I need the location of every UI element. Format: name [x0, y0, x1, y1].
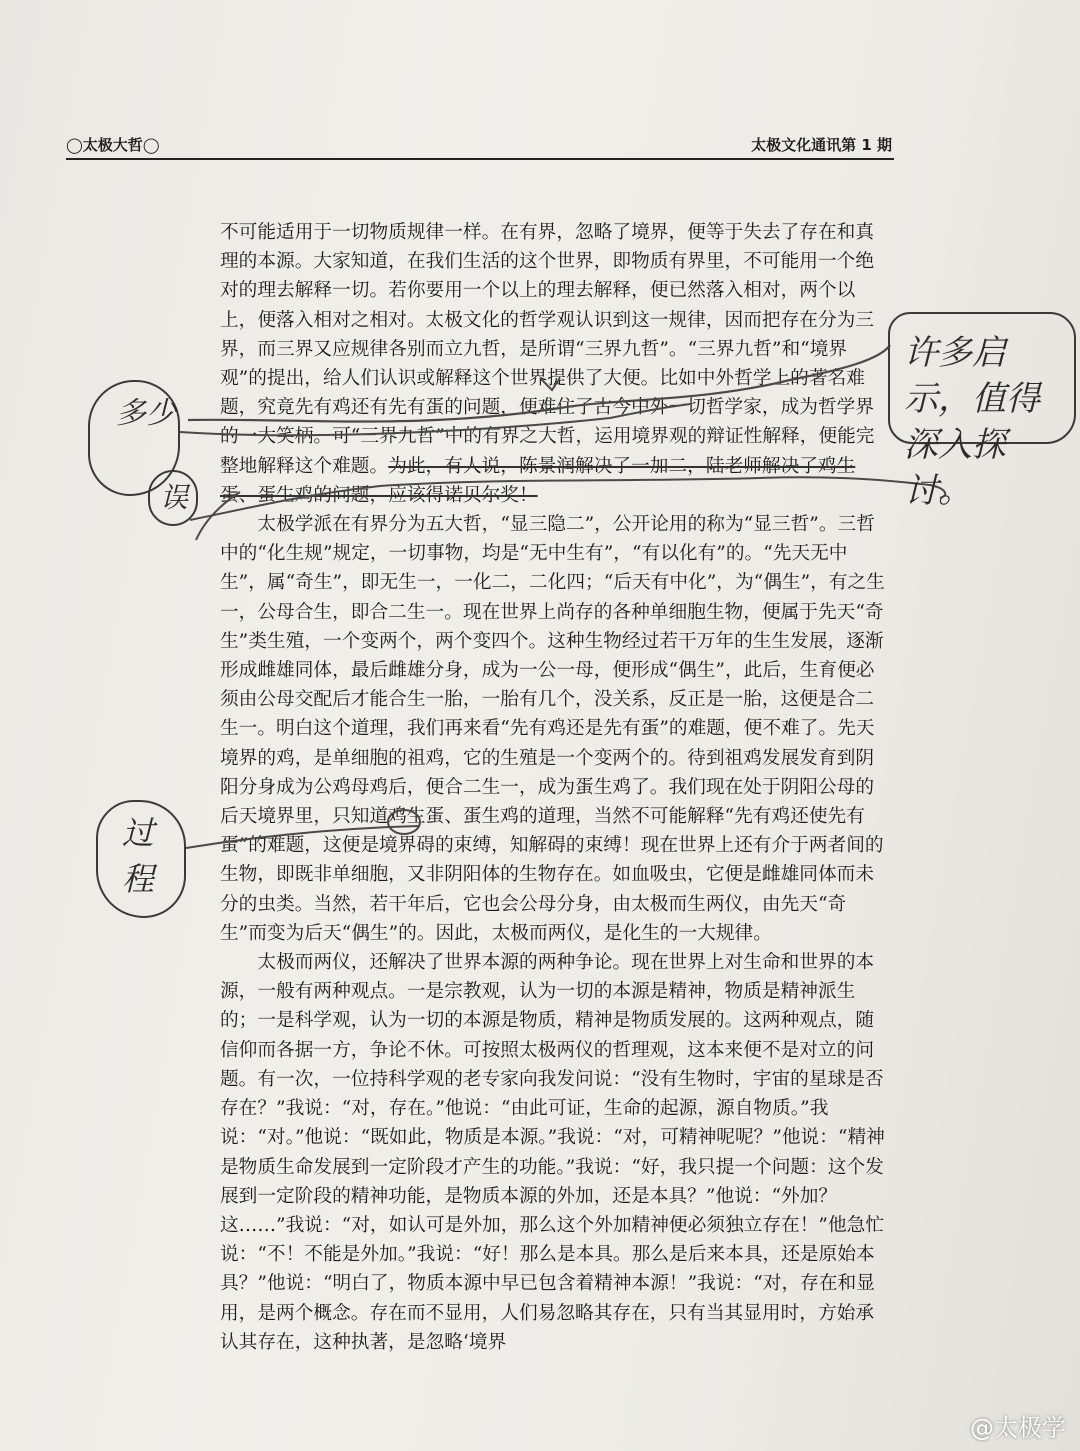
watermark: @太极学 [970, 1414, 1066, 1442]
pencil-strike-wave [190, 477, 945, 520]
margin-note-right: 许多启示，值得深入探讨。 [888, 312, 1076, 444]
pencil-underline-1 [188, 345, 890, 422]
margin-note-left-2: 误 [148, 470, 198, 526]
header-column-title: ◯太极大哲◯ [66, 136, 160, 154]
paragraph-3-text: 太极而两仪，还解决了世界本源的两种争论。现在世界上对生命和世界的本源，一般有两种观点。一是宗教观，认为一切的本源是精神，物质是精神派生的；一是科学观，认为一切的本源是物质，精神是物质发展的。这两种观点，随信仰而各据一方，争论不休。可按照太极两仪的哲理观，这本来便不是对立的问题。有一次，一位持科学观的老专家向我发问说：“没有生物时，宇宙的星球是否存在？”我说：“对，存在。”他说：“由此可证，生命的起源，源自物质。”我说：“对。”他说：“既如此，物质是本源。”我说：“对，可精神呢呢？”他说：“精神是物质生命发展到一定阶段才产生的功能。”我说：“好，我只提一个问题：这个发展到一定阶段的精神功能，是物质本源的外加，还是本具？”他说：“外加？这……”我说：“对，如认可是外加，那么这个外加精神便必须独立存在！”他急忙说：“不！不能是外加。”我说：“好！那么是本具。那么是后来本具，还是原始本具？”他说：“明白了，物质本源中早已包含着精神本源！”我说：“对，存在和显用，是两个概念。存在而不显用，人们易忽略其存在，只有当其显用时，方始承认其存在，这种执著，是忽略‘境界 [220, 952, 885, 1353]
margin-note-left-3: 过程 [96, 800, 186, 918]
struck-sentence: 为此，有人说，陈景润解决了一加二，陆老师解决了鸡生蛋、蛋生鸡的问题，应该得诺贝尔奖！ [220, 455, 856, 506]
margin-note-left-1: 多少 [88, 380, 180, 496]
header-issue-title: 太极文化通讯第 1 期 [751, 136, 892, 154]
pencil-caret [540, 378, 560, 390]
paragraph-2-text: 太极学派在有界分为五大哲，“显三隐二”，公开论用的称为“显三哲”。三哲中的“化生规”规定，一切事物，均是“无中生有”，“有以化有”的。“先天无中生”，属“奇生”，即无生一，一化二，二化四；“后天有中化”，为“偶生”，有之生一，公母合生，即合二生一。现在世界上尚存的各种单细胞生物，便属于先天“奇生”类生殖，一个变两个，两个变四个。这种生物经过若干万年的生生发展，逐渐形成雌雄同体，最后雌雄分身，成为一公一母，便形成“偶生”，此后，生育便必须由公母交配后才能合生一胎，一胎有几个，没关系，反正是一胎，这便是合二生一。明白这个道理，我们再来看“先有鸡还是先有蛋”的难题，便不难了。先天境界的鸡，是单细胞的祖鸡，它的生殖是一个变两个的。待到祖鸡发展发育到阴阳分身成为公鸡母鸡后，便合二生一，成为蛋生鸡了。我们现在处于阴阳公母的后天境界里，只知道鸡生蛋、蛋生鸡的道理，当然不可能解释“先有鸡还使先有蛋”的难题，这便是境界碍的束缚，知解碍的束缚！现在世界上还有介于两者间的生物，即既非单细胞，又非阴阳体的生物存在。如血吸虫，它便是雌雄同体而未分的虫类。当然，若干年后，它也会公母分身，由太极而生两仪，由先天“奇生”而变为后天“偶生”的。因此，太极而两仪，是化生的一大规律。 [220, 514, 885, 944]
pencil-circle-dao [388, 810, 420, 834]
pencil-underline-3 [186, 826, 420, 848]
paragraph-1-text: 不可能适用于一切物质规律一样。在有界，忽略了境界，便等于失去了存在和真理的本源。大家知道，在我们生活的这个世界，即物质有界里，不可能用一个绝对的理去解释一切。若你要用一个以上的理去解释，便已然落入相对，两个以上，便落入相对之相对。太极文化的哲学观认识到这一规律，因而把存在分为三界，而三界又应规律各别而立九哲，是所谓“三界九哲”。“三界九哲”和“境界观”的提出，给人们认识或解释这个世界提供了大便。比如中外哲学上的著名难题，究竟先有鸡还有先有蛋的问题，便难住了古今中外一切哲学家，成为哲学界的一大笑柄。可“三界九哲”中的有界之大哲，运用境界观的辩证性解释，便能完整地解释这个难题。 [220, 222, 875, 477]
pencil-arrow-line [196, 492, 240, 540]
